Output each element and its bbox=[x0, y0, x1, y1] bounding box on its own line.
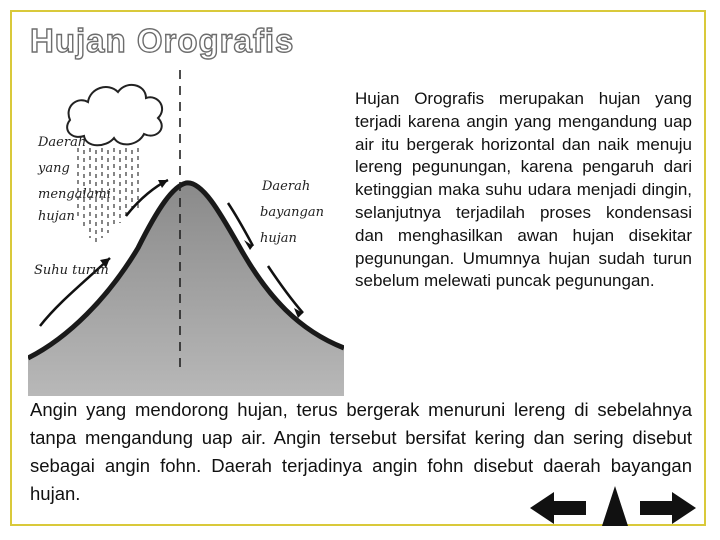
paragraph-fohn-wind: Angin yang mendorong hujan, terus bergerak menuruni lereng di sebelahnya tanpa mengandung uap air. Angin tersebut bersifat kering dan sering disebut sebagai angin fohn. Daerah terjadinya angin fohn disebut daerah bayangan hujan. bbox=[30, 399, 692, 504]
back-button[interactable] bbox=[528, 488, 588, 528]
slide-title: Hujan Orografis bbox=[30, 22, 295, 59]
next-button[interactable] bbox=[638, 488, 698, 528]
orographic-rain-diagram bbox=[28, 68, 344, 396]
label-rain-shadow: Daerah bayangan hujan bbox=[260, 179, 324, 246]
up-triangle-icon bbox=[602, 486, 628, 526]
left-arrow-icon bbox=[530, 492, 586, 524]
paragraph-definition: Hujan Orografis merupakan hujan yang terjadi karena angin yang mengandung uap air itu bergerak horizontal dan naik menuju lereng pegunungan, karena pengaruh dari ketinggian maka suhu udara menjadi dingin, selanjutnya terjadilah proses kondensasi dan menghasilkan awan hujan disekitar pegunungan. Umumnya hujan sudah turun sebelum melewati puncak pegunungan. bbox=[355, 89, 692, 291]
label-temp-drop: Suhu turun bbox=[34, 263, 109, 278]
home-button[interactable] bbox=[600, 484, 630, 528]
right-arrow-icon bbox=[640, 492, 696, 524]
label-rain-area: Daerah yang mengalami hujan bbox=[38, 135, 111, 224]
